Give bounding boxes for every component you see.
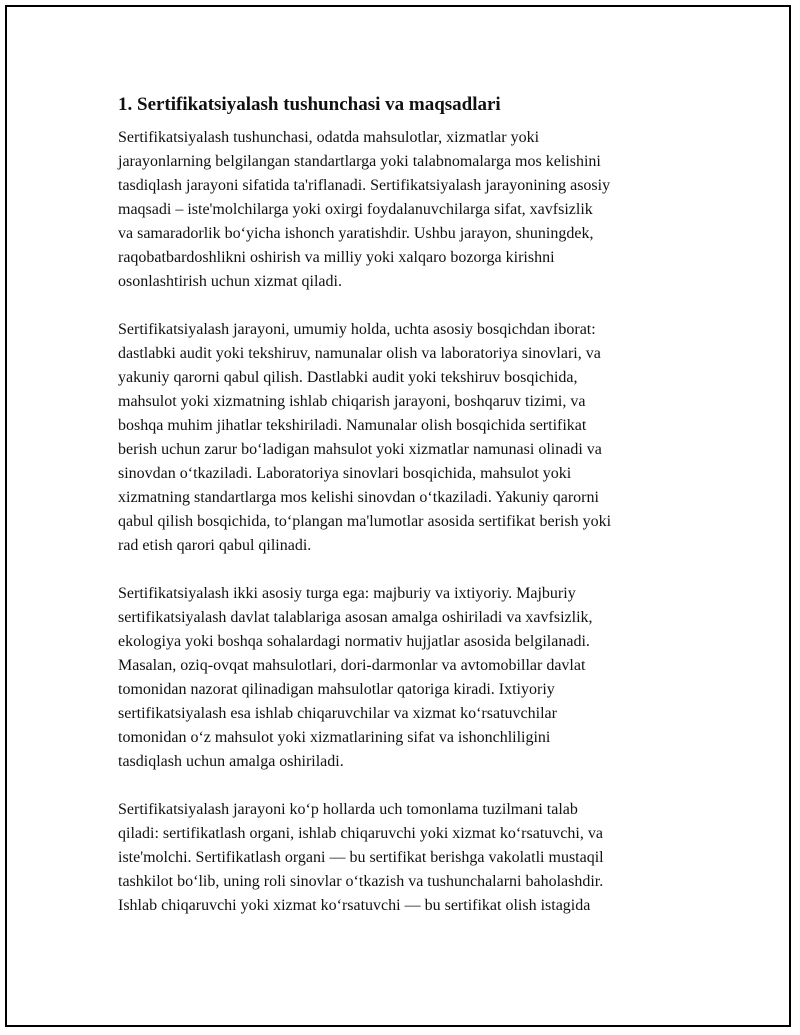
paragraph-parties: Sertifikatsiyalash jarayoni ko‘p hollarda uch tomonlama tuzilmani talab qiladi: sertifikatlash organi, ishlab chiqaruvchi yoki xizmat ko‘rsatuvchi, va iste'molchi. Sertifikatlash organi — bu sertifikat berishga vakolatli mustaqil tashkilot bo‘lib, uning roli sinovlar o‘tkazish va tushunchalarni baholashdir. Ishlab chiqaruvchi yoki xizmat ko‘rsatuvchi — bu sertifikat olish istagida (118, 801, 604, 914)
paragraph-stages: Sertifikatsiyalash jarayoni, umumiy holda, uchta asosiy bosqichdan iborat: dastlabki audit yoki tekshiruv, namunalar olish va laboratoriya sinovlari, va yakuniy qarorni qabul qilish. Dastlabki audit yoki tekshiruv bosqichida, mahsulot yoki xizmatning ishlab chiqarish jarayoni, boshqaruv tizimi, va boshqa muhim jihatlar tekshiriladi. Namunalar olish bosqichida sertifikat berish uchun zarur bo‘ladigan mahsulot yoki xizmatlar namunasi olinadi va sinovdan o‘tkaziladi. Laboratoriya sinovlari bosqichida, mahsulot yoki xizmatning standartlarga mos kelishi sinovdan o‘tkaziladi. Yakuniy qarorni qabul qilish bosqichida, to‘plangan ma'lumotlar asosida sertifikat berish yoki rad etish qarori qabul qilinadi. (118, 321, 612, 554)
document-body (118, 92, 688, 942)
paragraph-definition: Sertifikatsiyalash tushunchasi, odatda mahsulotlar, xizmatlar yoki jarayonlarning belgilangan standartlarga yoki talabnomalarga mos kelishini tasdiqlash jarayoni sifatida ta'riflanadi. Sertifikatsiyalash jarayonining asosiy maqsadi – iste'molchilarga yoki oxirgi foydalanuvchilarga sifat, xavfsizlik va samaradorlik bo‘yicha ishonch yaratishdir. Ushbu jarayon, shuningdek, raqobatbardoshlikni oshirish va milliy yoki xalqaro bozorga kirishni osonlashtirish uchun xizmat qiladi. (118, 129, 611, 290)
paragraph-types: Sertifikatsiyalash ikki asosiy turga ega: majburiy va ixtiyoriy. Majburiy sertifikatsiyalash davlat talablariga asosan amalga oshiriladi va xavfsizlik, ekologiya yoki boshqa sohalardagi normativ hujjatlar asosida belgilanadi. Masalan, oziq-ovqat mahsulotlari, dori-darmonlar va avtomobillar davlat tomonidan nazorat qilinadigan mahsulotlar qatoriga kiradi. Ixtiyoriy sertifikatsiyalash esa ishlab chiqaruvchilar va xizmat ko‘rsatuvchilar tomonidan o‘z mahsulot yoki xizmatlarining sifat va ishonchliligini tasdiqlash uchun amalga oshiriladi. (118, 585, 593, 770)
section-heading: 1. Sertifikatsiyalash tushunchasi va maqsadlari (118, 94, 501, 115)
